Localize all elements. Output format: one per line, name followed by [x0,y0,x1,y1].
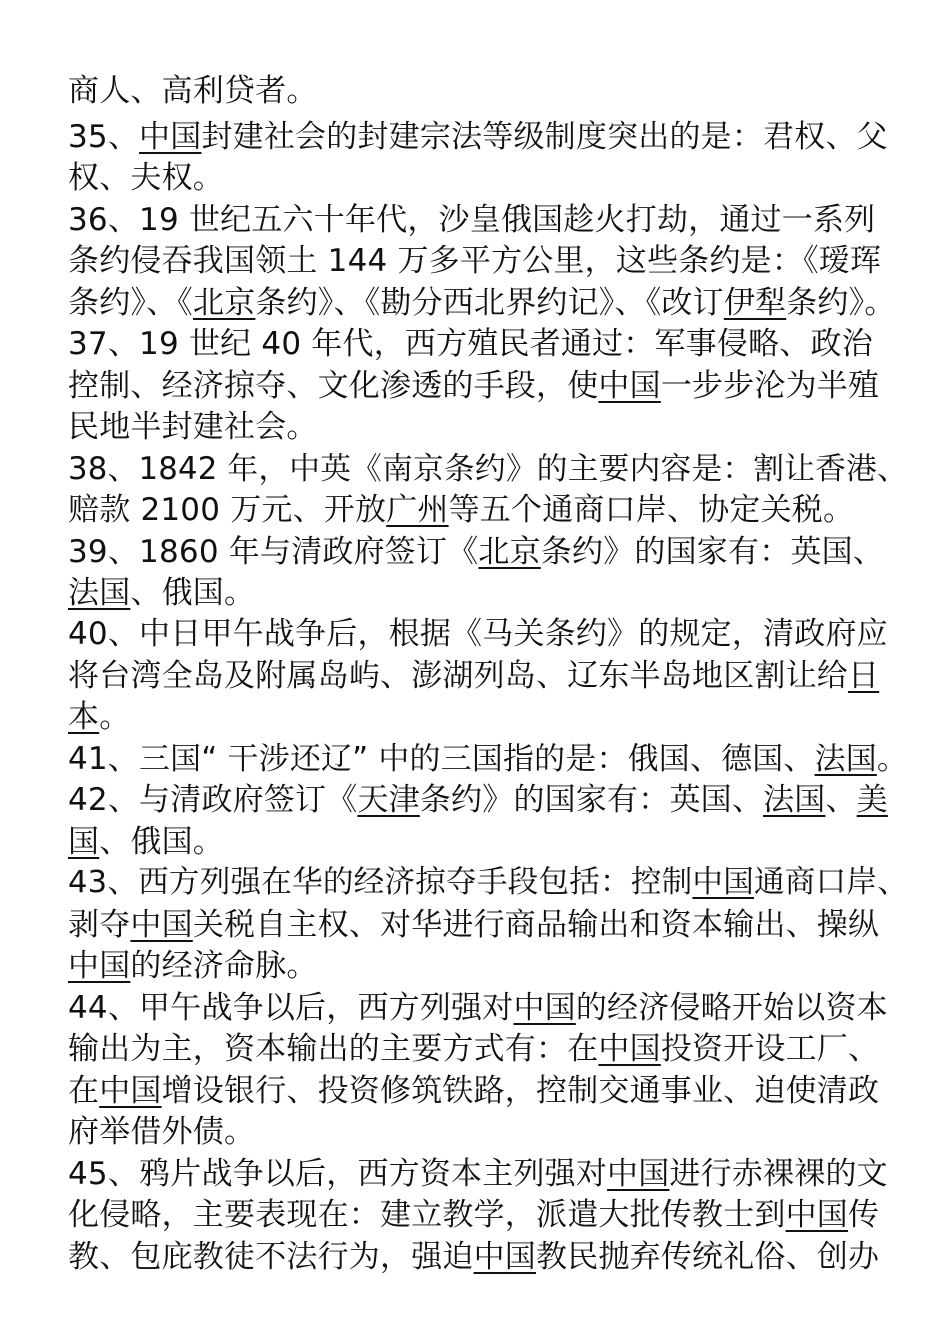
text-segment: 增设银行、投资修筑铁路，控制交通事业、迫使清政 [161,1073,880,1109]
text-segment: 39、1860 年与清政府签订《 [68,534,479,570]
text-line [68,738,908,780]
underlined-term: 伊犁 [723,285,787,321]
text-line [68,572,908,614]
text-line [68,406,908,448]
text-line [68,1194,908,1236]
text-segment: 37、19 世纪 40 年代，西方殖民者通过：军事侵略、政治 [68,326,873,362]
underlined-term: 中国 [99,1073,162,1109]
text-segment: 。 [876,741,908,777]
underlined-term: 中国 [598,368,661,404]
text-line [68,821,908,863]
text-segment: 剥夺 [68,907,131,943]
underlined-term: 北京 [193,285,256,321]
text-segment: 控制、经济掠夺、文化渗透的手段，使 [68,368,599,404]
text-segment: 商人、高利贷者。 [68,73,318,109]
text-line [68,323,908,365]
text-line [68,1028,908,1070]
text-segment: 条约侵吞我国领土 144 万多平方公里，这些条约是：《瑷珲 [68,243,882,279]
text-line [68,779,908,821]
text-segment: 条约》、《勘分西北界约记》、《改订 [255,285,724,321]
text-segment: 府举借外债。 [68,1114,256,1150]
text-line [68,365,908,407]
text-line [68,240,908,282]
text-segment: 将台湾全岛及附属岛屿、澎湖列岛、辽东半岛地区割让给 [68,658,848,694]
text-line [68,489,908,531]
text-line [68,1236,908,1278]
text-segment: 输出为主，资本输出的主要方式有：在 [68,1031,599,1067]
text-segment: 的经济侵略开始以资本 [575,990,888,1026]
text-segment: 38、1842 年，中英《南京条约》的主要内容是：割让香港、 [68,451,908,487]
text-segment: 35、 [68,119,140,155]
text-segment: 条约》的国家有：英国、 [540,534,885,570]
text-segment: 40、中日甲午战争后，根据《马关条约》的规定，清政府应 [68,616,888,652]
text-line [68,655,908,697]
text-line [68,696,908,738]
text-segment: 、俄国。 [130,575,256,611]
text-segment: 关税自主权、对华进行商品输出和资本输出、操纵 [192,907,880,943]
text-line [68,70,908,112]
text-line [68,613,908,655]
text-line [68,282,908,324]
underlined-term: 中国 [139,119,202,155]
text-line [68,116,908,158]
underlined-term: 中国 [598,1031,661,1067]
text-segment: 、俄国。 [99,824,225,860]
underlined-term: 法国 [814,741,877,777]
underlined-term: 中国 [68,948,131,984]
text-segment: 44、甲午战争以后，西方列强对 [68,990,514,1026]
text-segment: 教、包庇教徒不法行为，强迫 [68,1239,474,1275]
text-segment: 的经济命脉。 [130,948,318,984]
underlined-term: 天津 [357,782,420,818]
text-segment: 36、19 世纪五六十年代，沙皇俄国趁火打劫，通过一系列 [68,202,876,238]
text-line [68,531,908,573]
text-line [68,904,908,946]
underlined-term: 法国 [68,575,131,611]
text-segment: 投资开设工厂、 [660,1031,880,1067]
text-segment: 赔款 2100 万元、开放 [68,492,387,528]
text-segment: 42、与清政府签订《 [68,782,358,818]
text-segment: 45、鸦片战争以后，西方资本主列强对 [68,1156,608,1192]
underlined-term: 广州 [386,492,449,528]
text-segment: 41、三国“ 干涉还辽” 中的三国指的是：俄国、德国、 [68,741,815,777]
text-segment: 教民抛弃传统礼俗、创办 [536,1239,880,1275]
underlined-term: 法国 [763,782,826,818]
text-segment: 一步步沦为半殖 [660,368,880,404]
text-line [68,862,908,904]
text-segment: 通商口岸、 [754,865,908,900]
text-line [68,199,908,241]
text-segment: 条约》。 [786,285,896,321]
text-segment: 。 [99,699,131,735]
text-line [68,1111,908,1153]
text-segment: 条约》的国家有：英国、 [419,782,764,818]
underlined-term: 北京 [478,534,541,570]
underlined-term: 国 [68,824,100,860]
underlined-term: 美 [856,782,888,818]
underlined-term: 中国 [692,865,755,900]
text-line [68,1070,908,1112]
text-segment: 43、西方列强在华的经济掠夺手段包括：控制 [68,865,693,900]
text-segment: 在 [68,1073,100,1109]
text-segment: 等五个通商口岸、协定关税。 [448,492,855,528]
text-line [68,157,908,199]
text-segment: 、 [825,782,857,818]
text-line [68,448,908,490]
text-segment: 化侵略，主要表现在：建立教学，派遣大批传教士到 [68,1197,786,1233]
underlined-term: 中国 [473,1239,537,1275]
text-line [68,987,908,1029]
text-segment: 传 [848,1197,880,1233]
underlined-term: 中国 [607,1156,670,1192]
text-segment: 进行赤裸裸的文 [669,1156,888,1192]
underlined-term: 日 [848,658,880,694]
underlined-term: 本 [68,699,100,735]
text-line [68,945,908,987]
underlined-term: 中国 [513,990,576,1026]
text-line [68,1153,908,1195]
text-segment: 民地半封建社会。 [68,409,318,445]
underlined-term: 中国 [785,1197,849,1233]
underlined-term: 中国 [130,907,193,943]
text-segment: 封建社会的封建宗法等级制度突出的是：君权、父 [201,119,888,155]
text-segment: 条约》、《 [68,285,193,321]
text-segment: 权、夫权。 [68,160,224,196]
